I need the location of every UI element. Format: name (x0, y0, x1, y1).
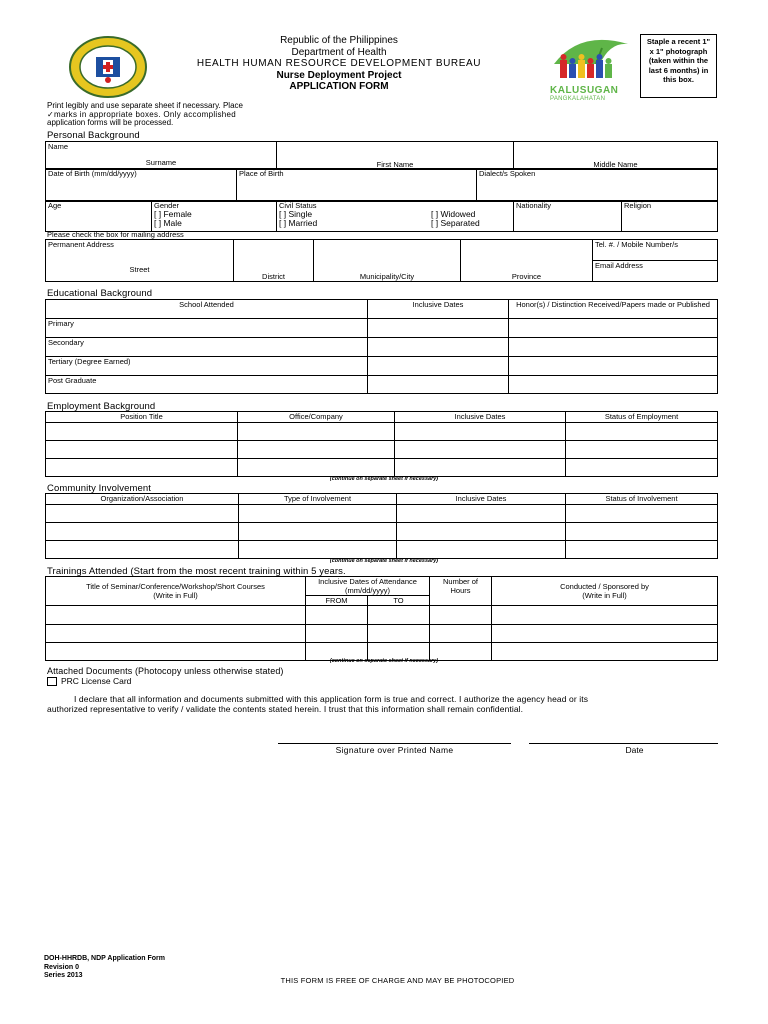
form-title: APPLICATION FORM (289, 81, 389, 92)
dob-field[interactable] (46, 169, 237, 202)
permanent-address-label: Permanent Address (48, 240, 114, 249)
train-cell[interactable] (368, 625, 430, 643)
age-field[interactable] (46, 201, 152, 232)
emp-cell[interactable] (566, 423, 718, 441)
name-label: Name (48, 142, 69, 151)
train-header-dates-format: (mm/dd/yyyy) (345, 586, 390, 595)
declaration-line2: authorized representative to verify / validate the contents stated herein. I trust that this information shall remain confidential. (47, 703, 524, 714)
declaration (47, 695, 719, 714)
train-header-hours: Number of (442, 577, 478, 586)
table-row (46, 541, 718, 559)
civil-single-option[interactable]: [ ] Single (279, 209, 313, 219)
table-row (46, 441, 718, 459)
emp-cell[interactable] (238, 459, 395, 477)
prc-checkbox[interactable] (47, 677, 57, 686)
continue-note: (continue on separate sheet if necessary) (329, 476, 439, 482)
instructions-line2: ✓marks in appropriate boxes. Only accomplished (47, 109, 237, 119)
attached-title: Attached Documents (Photocopy unless otherwise stated) (47, 666, 284, 676)
com-cell[interactable] (397, 523, 566, 541)
nationality-field[interactable] (514, 201, 622, 232)
header-block (180, 35, 498, 93)
nationality-label: Nationality (516, 201, 552, 210)
education-title: Educational Background (47, 288, 153, 299)
com-cell[interactable] (566, 541, 718, 559)
religion-field[interactable] (622, 201, 718, 232)
edu-row-label: Post Graduate (48, 376, 97, 385)
train-cell[interactable] (46, 606, 306, 625)
train-cell[interactable] (368, 606, 430, 625)
surname-label: Surname (145, 158, 177, 167)
pob-field[interactable] (237, 169, 477, 202)
edu-primary-honors[interactable] (509, 319, 718, 338)
middle-name-field[interactable] (514, 142, 718, 170)
com-cell[interactable] (397, 505, 566, 523)
street-field[interactable] (46, 240, 234, 282)
dialects-label: Dialect/s Spoken (479, 169, 536, 178)
com-cell[interactable] (239, 541, 397, 559)
table-row (46, 523, 718, 541)
employment-table (45, 411, 718, 477)
prc-label: PRC License Card (61, 676, 132, 686)
com-cell[interactable] (239, 523, 397, 541)
com-header-status: Status of Involvement (566, 494, 718, 505)
com-cell[interactable] (46, 523, 239, 541)
train-header-sponsor-note: (Write in Full) (582, 591, 627, 600)
emp-header-position: Position Title (46, 412, 238, 423)
edu-tertiary-honors[interactable] (509, 357, 718, 376)
train-header-title: Title of Seminar/Conference/Workshop/Short Courses (86, 582, 265, 591)
table-row (46, 625, 718, 643)
mailing-note: Please check the box for mailing address (47, 230, 184, 239)
edu-header-school: School Attended (46, 300, 368, 319)
table-row (46, 423, 718, 441)
emp-cell[interactable] (566, 459, 718, 477)
email-field[interactable] (593, 261, 718, 282)
edu-primary-school[interactable] (46, 319, 368, 338)
tel-field[interactable] (593, 240, 718, 261)
province-field[interactable] (461, 240, 593, 282)
municipality-field[interactable] (314, 240, 461, 282)
continue-note: (continue on separate sheet if necessary) (329, 658, 439, 664)
emp-header-office: Office/Company (238, 412, 395, 423)
emp-header-dates: Inclusive Dates (395, 412, 566, 423)
train-header-sponsor: Conducted / Sponsored by (560, 582, 649, 591)
gender-male-option[interactable]: [ ] Male (154, 218, 182, 228)
com-cell[interactable] (397, 541, 566, 559)
edu-tertiary-dates[interactable] (368, 357, 509, 376)
instructions-line3: application forms will be processed. (47, 118, 174, 128)
emp-header-status: Status of Employment (566, 412, 718, 423)
signature-label: Signature over Printed Name (335, 745, 454, 755)
signature-line[interactable] (278, 743, 511, 744)
emp-cell[interactable] (395, 459, 566, 477)
header-line3: HEALTH HUMAN RESOURCE DEVELOPMENT BUREAU (196, 58, 482, 69)
emp-cell[interactable] (46, 459, 238, 477)
train-header-from: FROM (306, 596, 368, 606)
gender-female-option[interactable]: [ ] Female (154, 209, 192, 219)
province-label: Province (511, 272, 542, 281)
footer-code (44, 955, 165, 981)
personal-birth-table (45, 168, 718, 202)
instructions-line1: Print legibly and use separate sheet if necessary. Place (47, 101, 243, 110)
date-label: Date (625, 745, 644, 755)
footer-series: Series 2013 (44, 972, 83, 979)
continue-note: (continue on separate sheet if necessary) (329, 558, 439, 564)
civil-married-option[interactable]: [ ] Married (279, 218, 318, 228)
edu-postgrad-school[interactable] (46, 376, 368, 394)
personal-name-table (45, 141, 718, 170)
date-line[interactable] (529, 743, 718, 744)
district-field[interactable] (234, 240, 314, 282)
emp-cell[interactable] (395, 423, 566, 441)
train-cell[interactable] (492, 625, 718, 643)
table-row (46, 357, 718, 376)
district-label: District (262, 272, 285, 281)
street-label: Street (129, 265, 150, 274)
doh-seal (68, 36, 148, 98)
religion-label: Religion (624, 201, 652, 210)
edu-row-label: Secondary (48, 338, 84, 347)
edu-primary-dates[interactable] (368, 319, 509, 338)
community-table (45, 493, 718, 559)
train-header-dates: Inclusive Dates of Attendance (318, 577, 417, 586)
com-header-type: Type of Involvement (239, 494, 397, 505)
train-cell[interactable] (492, 606, 718, 625)
edu-header-dates: Inclusive Dates (368, 300, 509, 319)
footer-free-note: THIS FORM IS FREE OF CHARGE AND MAY BE PHOTOCOPIED (280, 976, 515, 985)
instructions (47, 102, 277, 128)
personal-status-table (45, 200, 718, 232)
address-table (45, 239, 718, 282)
edu-row-label: Tertiary (Degree Earned) (48, 357, 131, 366)
com-cell[interactable] (566, 505, 718, 523)
table-row (46, 319, 718, 338)
emp-cell[interactable] (46, 423, 238, 441)
com-header-dates: Inclusive Dates (397, 494, 566, 505)
education-table (45, 299, 718, 394)
com-cell[interactable] (46, 505, 239, 523)
table-row (46, 459, 718, 477)
train-cell[interactable] (306, 606, 368, 625)
train-header-hours-b: Hours (450, 586, 471, 595)
com-header-org: Organization/Association (46, 494, 239, 505)
train-cell[interactable] (430, 625, 492, 643)
trainings-table (45, 576, 718, 661)
table-row (46, 338, 718, 357)
table-row (46, 376, 718, 394)
edu-secondary-honors[interactable] (509, 338, 718, 357)
kalusugan-logo (550, 34, 632, 100)
edu-postgrad-honors[interactable] (509, 376, 718, 394)
train-header-to: TO (368, 596, 430, 606)
middle-name-label: Middle Name (593, 160, 638, 169)
logo-text-1: KALUSUGAN (550, 85, 619, 96)
table-row (46, 505, 718, 523)
table-row (46, 606, 718, 625)
dob-label: Date of Birth (mm/dd/yyyy) (48, 169, 137, 178)
municipality-label: Municipality/City (359, 272, 415, 281)
edu-tertiary-school[interactable] (46, 357, 368, 376)
train-cell[interactable] (46, 625, 306, 643)
emp-cell[interactable] (238, 441, 395, 459)
photo-box: Staple a recent 1" x 1" photograph (taken within the last 6 months) in this box. (640, 34, 717, 98)
declaration-line1: I declare that all information and documents submitted with this application form is true and correct. I authorize the agency head or its (74, 694, 589, 704)
trainings-title: Trainings Attended (Start from the most recent training within 5 years. (47, 566, 346, 577)
emp-cell[interactable] (238, 423, 395, 441)
dialects-field[interactable] (477, 169, 718, 202)
edu-secondary-school[interactable] (46, 338, 368, 357)
edu-postgrad-dates[interactable] (368, 376, 509, 394)
civil-separated-option[interactable]: [ ] Separated (431, 218, 480, 228)
personal-title: Personal Background (47, 130, 140, 141)
community-title: Community Involvement (47, 483, 151, 494)
edu-row-label: Primary (48, 319, 74, 328)
first-name-field[interactable] (277, 142, 514, 170)
employment-title: Employment Background (47, 401, 156, 412)
tel-label: Tel. #. / Mobile Number/s (595, 240, 678, 249)
project-name: Nurse Deployment Project (276, 69, 402, 81)
edu-header-honors: Honor(s) / Distinction Received/Papers made or Published (509, 300, 718, 319)
com-cell[interactable] (566, 523, 718, 541)
age-label: Age (48, 201, 62, 210)
email-label: Email Address (595, 261, 643, 270)
footer-code-line: DOH-HHRDB, NDP Application Form (44, 955, 165, 962)
header-line1: Republic of the Philippines (280, 35, 398, 46)
pob-label: Place of Birth (239, 169, 284, 178)
emp-cell[interactable] (395, 441, 566, 459)
logo-text-2: PANGKALAHATAN (550, 96, 606, 102)
civil-status-label: Civil Status (279, 201, 317, 210)
train-header-title-note: (Write in Full) (153, 591, 198, 600)
com-cell[interactable] (239, 505, 397, 523)
gender-label: Gender (154, 201, 180, 210)
com-cell[interactable] (46, 541, 239, 559)
civil-widowed-option[interactable]: [ ] Widowed (431, 209, 476, 219)
header-line2: Department of Health (291, 46, 387, 58)
emp-cell[interactable] (566, 441, 718, 459)
first-name-label: First Name (376, 160, 414, 169)
train-cell[interactable] (306, 625, 368, 643)
edu-secondary-dates[interactable] (368, 338, 509, 357)
emp-cell[interactable] (46, 441, 238, 459)
train-cell[interactable] (430, 606, 492, 625)
footer-revision: Revision 0 (44, 963, 80, 971)
